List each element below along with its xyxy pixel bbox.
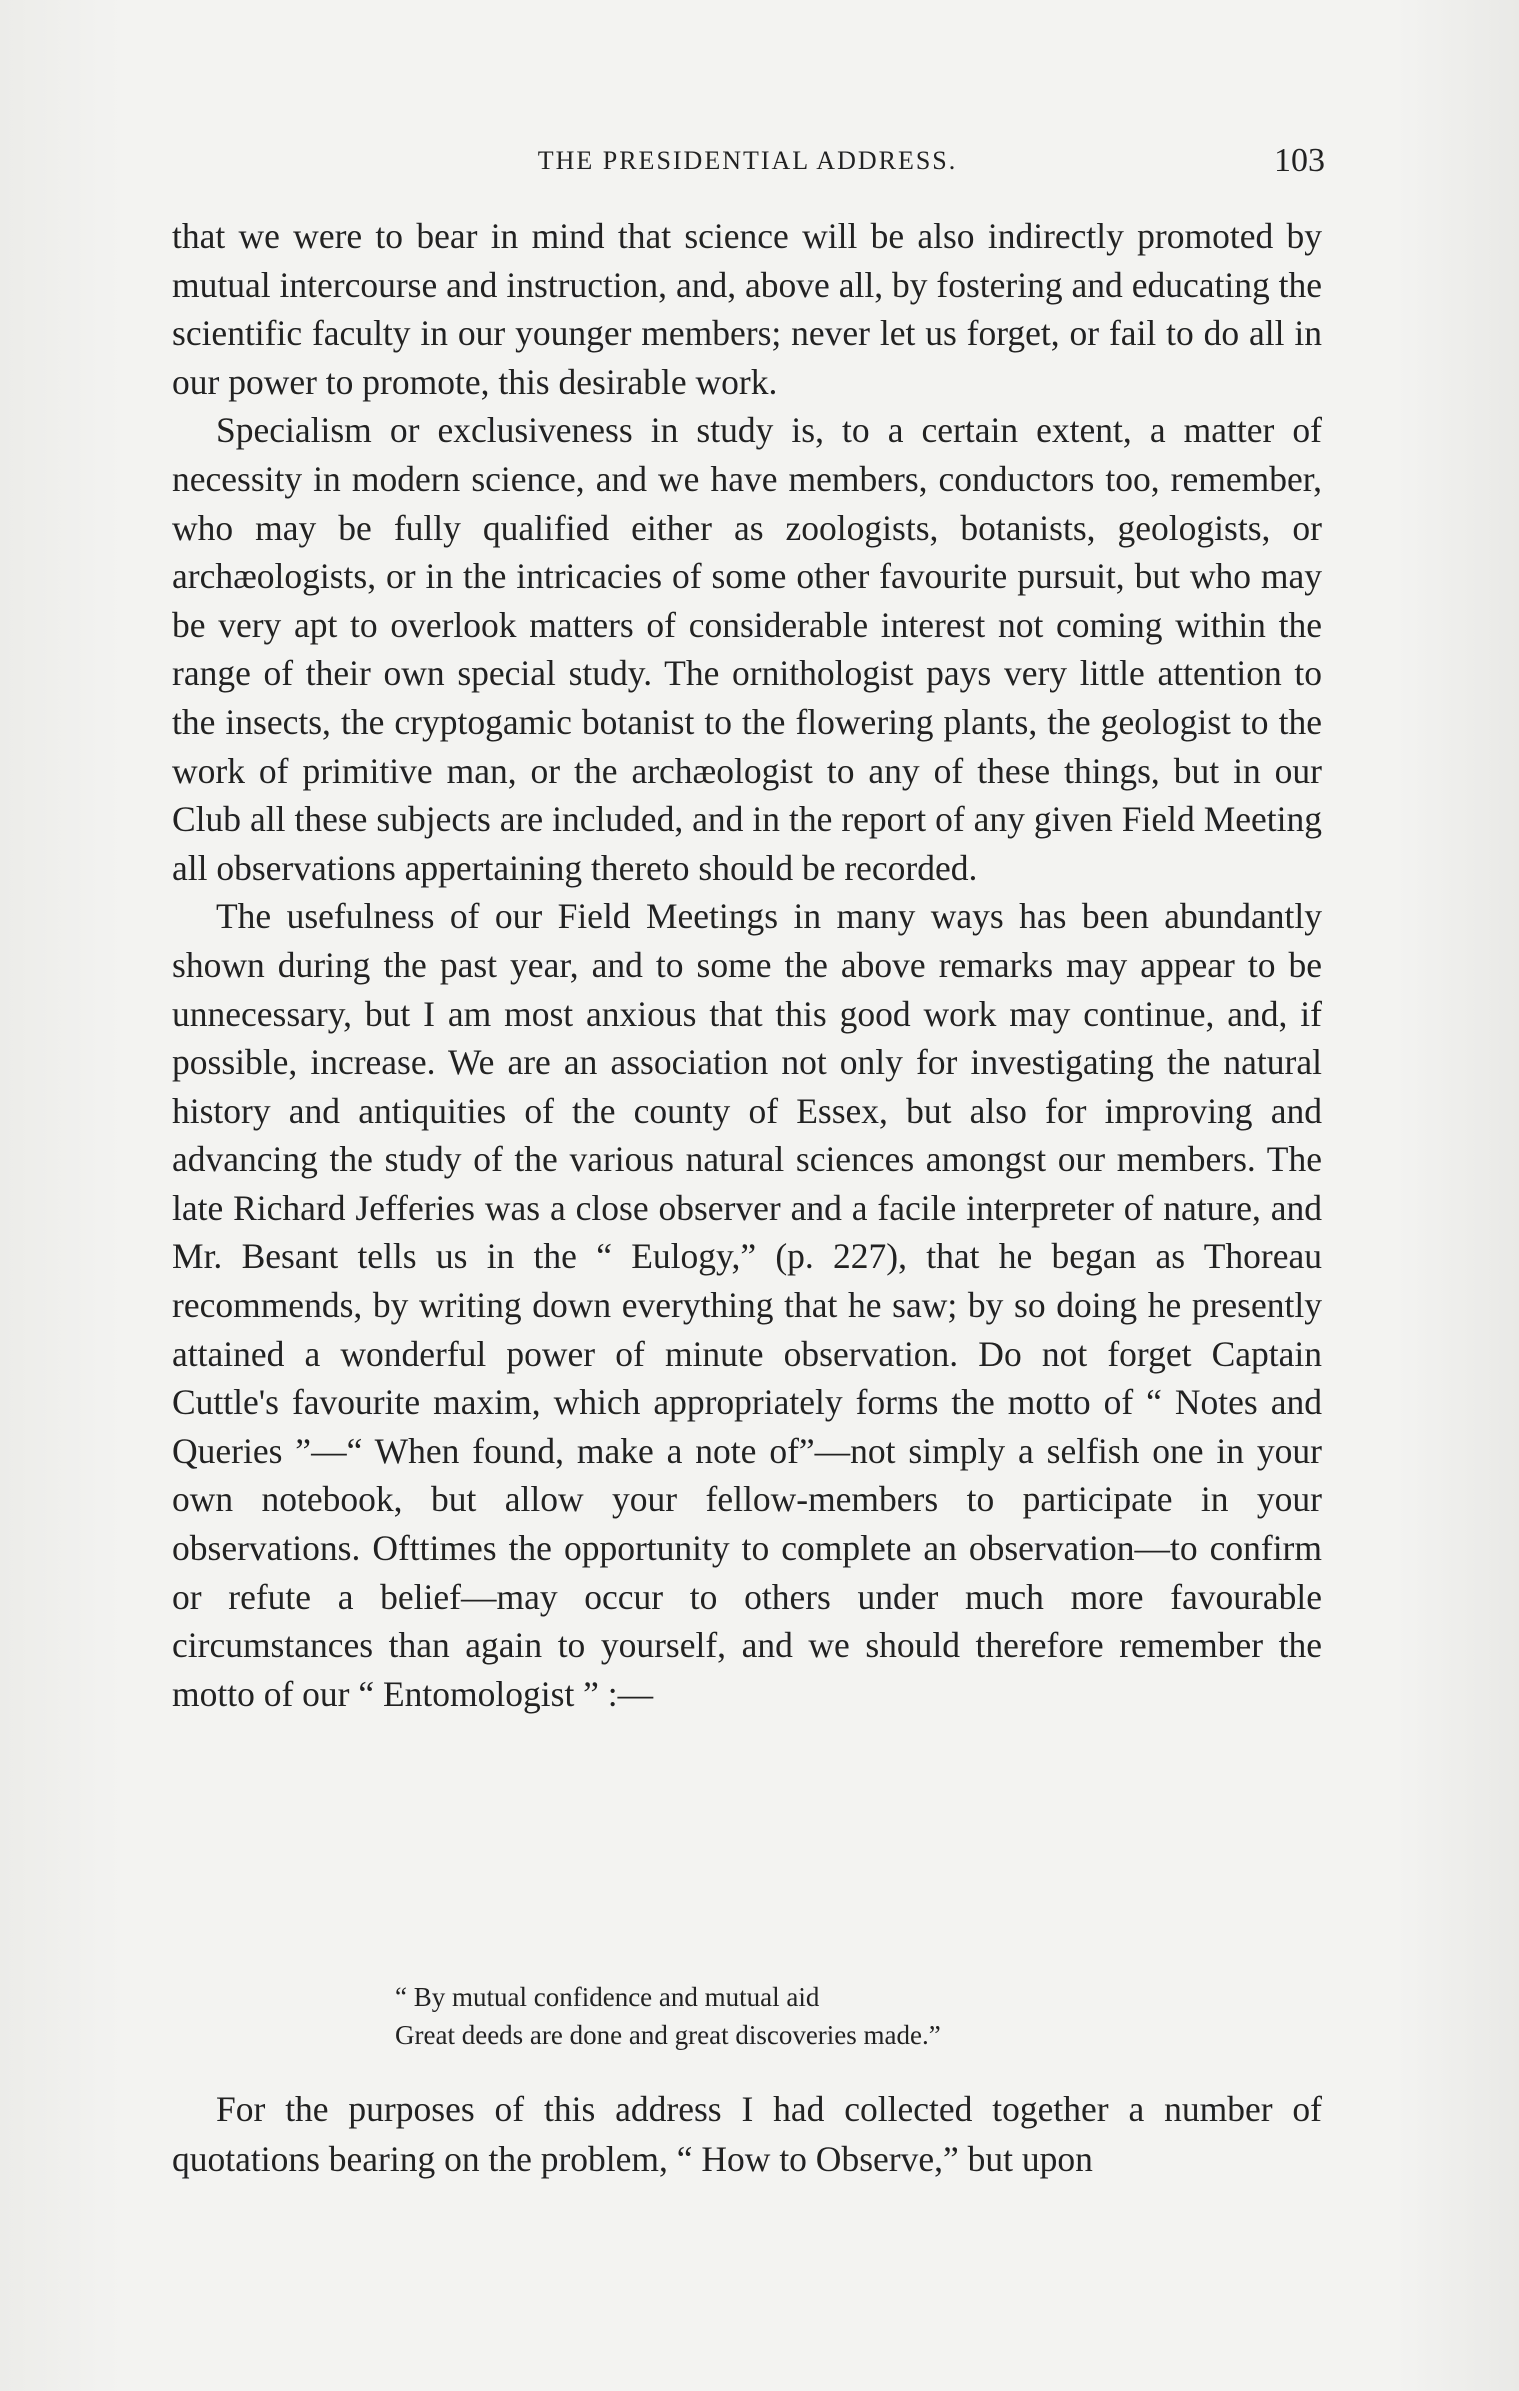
running-head: THE PRESIDENTIAL ADDRESS. [537,146,958,175]
paragraph-2: Specialism or exclusiveness in study is, to a certain extent, a matter of necessity in modern science, and we have members, conductors too, remember, who may be fully qualified either as zoologists, botanists, geologists, or archæologists, or in the intricacies of some other favourite pursuit, but who may be very apt to overlook matters of considerable interest not coming within the range of their own special study. The ornithologist pays very little attention to the insects, the cryptogamic botanist to the flowering plants, the geologist to the work of primitive man, or the archæologist to any of these things, but in our Club all these subjects are included, and in the report of any given Field Meeting all observations appertaining thereto should be recorded. [172,410,1322,888]
page-number: 103 [1274,142,1325,179]
paragraph-1: that we were to bear in mind that science will be also indirectly promoted by mutual intercourse and instruction, and, above all, by fostering and educating the scientific faculty in our younger members; never let us forget, or fail to do all in our power to promote, this desirable work. [172,216,1322,402]
quote-line-2: Great deeds are done and great discoveries made.” [395,2020,941,2050]
final-paragraph [172,2084,1322,2184]
quote-line-1: “ By mutual confidence and mutual aid [395,1982,820,2012]
verse-quotation [395,1978,941,2054]
page-header [170,142,1325,182]
body-text [172,212,1322,1718]
paragraph-3: The usefulness of our Field Meetings in many ways has been abundantly shown during the past year, and to some the above remarks may appear to be unnecessary, but I am most anxious that this good work may continue, and, if possible, increase. We are an association not only for investigating the natural history and antiquities of the county of Essex, but also for improving and advancing the study of the various natural sciences amongst our members. The late Richard Jefferies was a close observer and a facile interpreter of nature, and Mr. Besant tells us in the “ Eulogy,” (p. 227), that he began as Thoreau recommends, by writing down everything that he saw; by so doing he presently attained a wonderful power of minute observation. Do not forget Captain Cuttle's favourite maxim, which appropriately forms the motto of “ Notes and Queries ”—“ When found, make a note of”—not simply a selfish one in your own notebook, but allow your fellow-members to participate in your observations. Ofttimes the opportunity to complete an observation—to confirm or refute a belief—may occur to others under much more favourable circumstances than again to yourself, and we should therefore remember the motto of our “ Entomologist ” :— [172,896,1322,1714]
paragraph-4: For the purposes of this address I had collected together a number of quotations bearing on the problem, “ How to Observe,” but upon [172,2089,1322,2179]
